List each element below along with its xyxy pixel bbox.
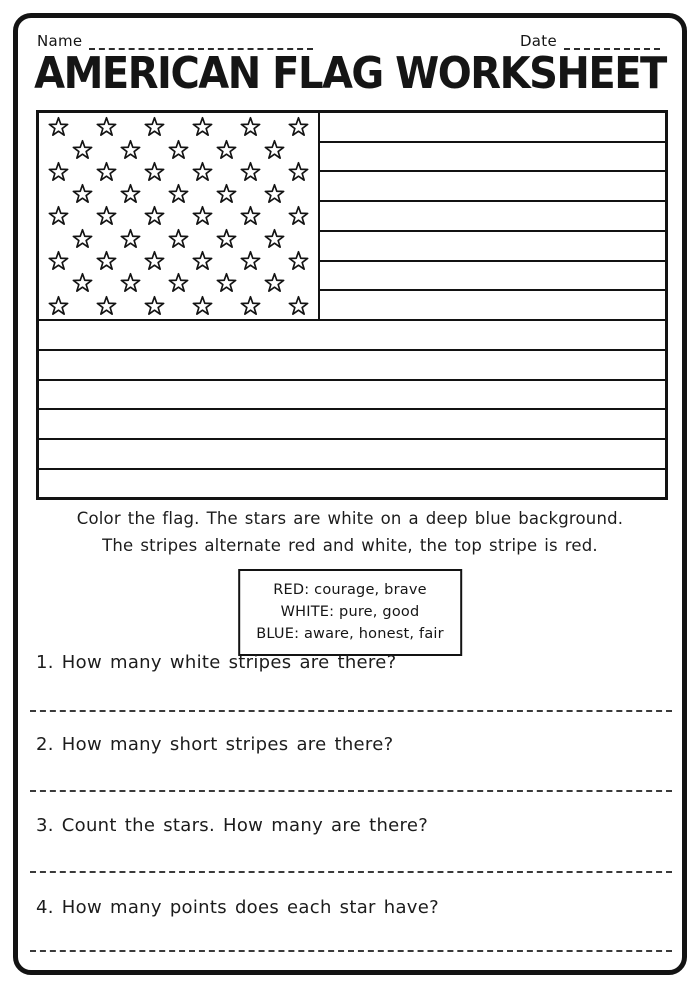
star-icon bbox=[144, 205, 165, 226]
date-label: Date bbox=[519, 32, 557, 50]
flag-upper-section bbox=[39, 113, 665, 321]
star-icon bbox=[120, 272, 141, 293]
long-stripe[interactable] bbox=[39, 470, 665, 498]
star-icon bbox=[120, 183, 141, 204]
name-field-group bbox=[37, 32, 313, 50]
long-stripe[interactable] bbox=[39, 410, 665, 440]
question-3: 3. Count the stars. How many are there? bbox=[36, 815, 429, 836]
color-key-red: RED: courage, brave bbox=[273, 582, 427, 598]
star-icon bbox=[120, 228, 141, 249]
color-meaning-box bbox=[238, 569, 462, 656]
answer-line-4[interactable] bbox=[30, 950, 672, 952]
name-date-row bbox=[37, 32, 660, 50]
star-icon bbox=[96, 205, 117, 226]
star-row bbox=[39, 272, 318, 293]
star-row bbox=[39, 205, 318, 226]
name-input-line[interactable] bbox=[89, 35, 313, 50]
short-stripe[interactable] bbox=[320, 172, 665, 202]
short-stripe[interactable] bbox=[320, 262, 665, 292]
star-icon bbox=[240, 116, 261, 137]
star-row bbox=[39, 139, 318, 160]
date-field-group bbox=[520, 32, 660, 50]
star-icon bbox=[168, 139, 189, 160]
star-row bbox=[39, 228, 318, 249]
long-stripe[interactable] bbox=[39, 381, 665, 411]
star-icon bbox=[48, 295, 69, 316]
star-icon bbox=[72, 228, 93, 249]
short-stripe[interactable] bbox=[320, 202, 665, 232]
star-icon bbox=[192, 116, 213, 137]
date-input-line[interactable] bbox=[564, 35, 660, 50]
star-icon bbox=[144, 250, 165, 271]
star-icon bbox=[264, 228, 285, 249]
star-icon bbox=[168, 228, 189, 249]
star-icon bbox=[48, 205, 69, 226]
star-icon bbox=[120, 139, 141, 160]
star-icon bbox=[144, 295, 165, 316]
star-icon bbox=[288, 250, 309, 271]
answer-line-1[interactable] bbox=[30, 710, 672, 712]
star-icon bbox=[240, 250, 261, 271]
long-stripe[interactable] bbox=[39, 351, 665, 381]
star-icon bbox=[96, 116, 117, 137]
star-icon bbox=[168, 272, 189, 293]
short-stripe[interactable] bbox=[320, 232, 665, 262]
page-title: AMERICAN FLAG WORKSHEET bbox=[34, 49, 666, 99]
star-icon bbox=[216, 228, 237, 249]
short-stripe[interactable] bbox=[320, 113, 665, 143]
short-stripe[interactable] bbox=[320, 143, 665, 173]
star-icon bbox=[240, 161, 261, 182]
star-icon bbox=[48, 161, 69, 182]
color-key-white: WHITE: pure, good bbox=[280, 603, 420, 620]
star-row bbox=[39, 295, 318, 316]
star-icon bbox=[48, 250, 69, 271]
star-icon bbox=[192, 161, 213, 182]
star-icon bbox=[96, 295, 117, 316]
star-icon bbox=[264, 139, 285, 160]
question-1: 1. How many white stripes are there? bbox=[36, 652, 397, 673]
long-stripe[interactable] bbox=[39, 321, 665, 351]
star-icon bbox=[288, 161, 309, 182]
star-icon bbox=[216, 183, 237, 204]
long-stripes bbox=[39, 321, 665, 498]
star-row bbox=[39, 250, 318, 271]
american-flag-outline bbox=[36, 110, 668, 500]
star-icon bbox=[288, 295, 309, 316]
star-icon bbox=[144, 161, 165, 182]
question-4: 4. How many points does each star have? bbox=[36, 897, 439, 918]
star-icon bbox=[192, 250, 213, 271]
short-stripes bbox=[320, 113, 665, 319]
instruction-line-2: The stripes alternate red and white, the top stripe is red. bbox=[102, 536, 598, 556]
star-icon bbox=[168, 183, 189, 204]
star-icon bbox=[240, 295, 261, 316]
star-icon bbox=[264, 183, 285, 204]
star-icon bbox=[216, 272, 237, 293]
star-row bbox=[39, 183, 318, 204]
question-2: 2. How many short stripes are there? bbox=[36, 734, 394, 755]
color-key-blue: BLUE: aware, honest, fair bbox=[256, 625, 444, 642]
star-row bbox=[39, 116, 318, 137]
canton[interactable] bbox=[39, 113, 320, 319]
star-row bbox=[39, 161, 318, 182]
star-icon bbox=[192, 295, 213, 316]
star-icon bbox=[288, 205, 309, 226]
star-icon bbox=[48, 116, 69, 137]
star-icon bbox=[72, 183, 93, 204]
star-icon bbox=[96, 161, 117, 182]
star-icon bbox=[96, 250, 117, 271]
coloring-instructions bbox=[0, 505, 700, 559]
long-stripe[interactable] bbox=[39, 440, 665, 470]
star-icon bbox=[288, 116, 309, 137]
star-icon bbox=[192, 205, 213, 226]
star-icon bbox=[216, 139, 237, 160]
star-icon bbox=[144, 116, 165, 137]
short-stripe[interactable] bbox=[320, 291, 665, 319]
answer-line-2[interactable] bbox=[30, 790, 672, 792]
name-label: Name bbox=[37, 32, 83, 50]
star-icon bbox=[72, 272, 93, 293]
star-icon bbox=[264, 272, 285, 293]
star-icon bbox=[72, 139, 93, 160]
instruction-line-1: Color the flag. The stars are white on a deep blue background. bbox=[76, 509, 624, 528]
answer-line-3[interactable] bbox=[30, 871, 672, 873]
star-icon bbox=[240, 205, 261, 226]
